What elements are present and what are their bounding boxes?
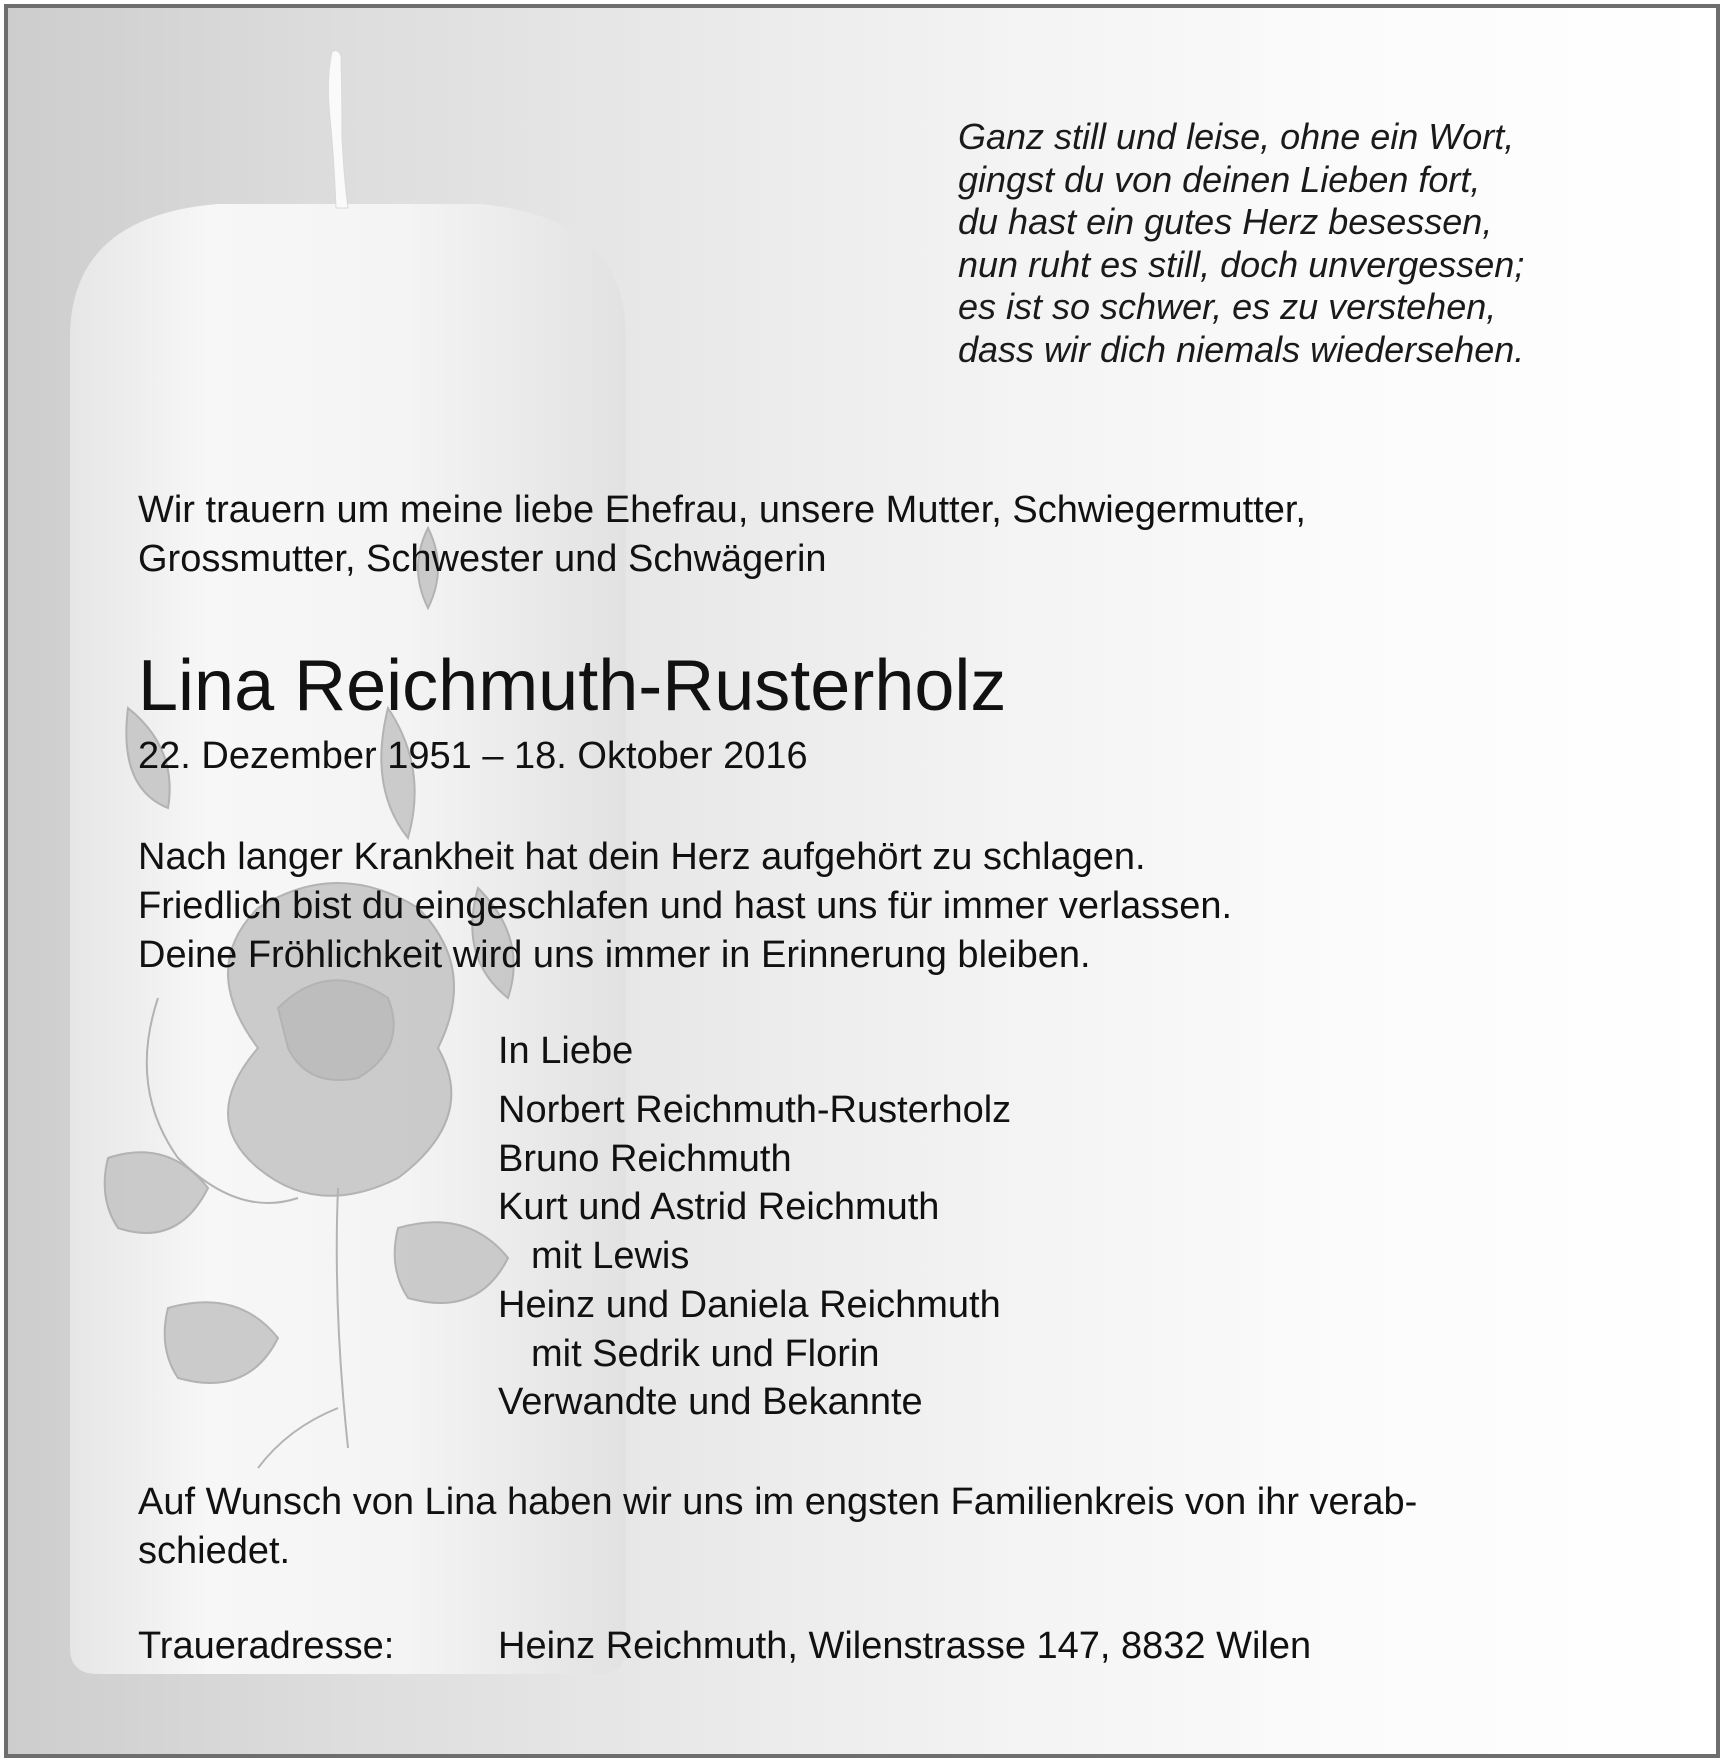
intro-line: Wir trauern um meine liebe Ehefrau, unsere Mutter, Schwiegermutter,: [138, 489, 1306, 531]
message-line: Nach langer Krankheit hat dein Herz aufgehört zu schlagen.: [138, 836, 1146, 878]
message-line: Deine Fröhlichkeit wird uns immer in Erinnerung bleiben.: [138, 934, 1091, 976]
poem: [958, 116, 1524, 371]
funeral-note: [138, 1478, 1417, 1576]
family-member: Norbert Reichmuth-Rusterholz: [498, 1089, 1012, 1131]
family-list: [498, 1086, 1011, 1427]
intro-line: Grossmutter, Schwester und Schwägerin: [138, 538, 827, 580]
address-value: Heinz Reichmuth, Wilenstrasse 147, 8832 Wilen: [498, 1625, 1312, 1667]
family-member-child: mit Sedrik und Florin: [531, 1332, 880, 1375]
poem-line: Ganz still und leise, ohne ein Wort,: [958, 116, 1515, 157]
deceased-name: Lina Reichmuth-Rusterholz: [138, 646, 1007, 726]
poem-line: es ist so schwer, es zu verstehen,: [958, 286, 1497, 327]
note-line: Auf Wunsch von Lina haben wir uns im engsten Familienkreis von ihr verab-: [138, 1481, 1418, 1523]
poem-line: du hast ein gutes Herz besessen,: [958, 201, 1493, 242]
note-line: schiedet.: [138, 1530, 291, 1572]
family-member: Verwandte und Bekannte: [498, 1381, 923, 1424]
obituary-frame: [4, 4, 1720, 1758]
family-member-child: mit Lewis: [531, 1235, 690, 1278]
family-member: Kurt und Astrid Reichmuth: [498, 1186, 940, 1229]
family-member: Heinz und Daniela Reichmuth: [498, 1283, 1001, 1326]
message-line: Friedlich bist du eingeschlafen und hast uns für immer verlassen.: [138, 885, 1233, 927]
mourning-intro: [138, 486, 1306, 584]
signoff: In Liebe: [498, 1030, 634, 1072]
family-member: Bruno Reichmuth: [498, 1137, 792, 1180]
address-label: Traueradresse:: [138, 1625, 395, 1667]
poem-line: gingst du von deinen Lieben fort,: [958, 158, 1481, 200]
life-dates: 22. Dezember 1951 – 18. Oktober 2016: [138, 735, 808, 777]
poem-line: nun ruht es still, doch unvergessen;: [958, 243, 1525, 285]
poem-line: dass wir dich niemals wiedersehen.: [958, 328, 1525, 370]
farewell-message: [138, 833, 1232, 980]
